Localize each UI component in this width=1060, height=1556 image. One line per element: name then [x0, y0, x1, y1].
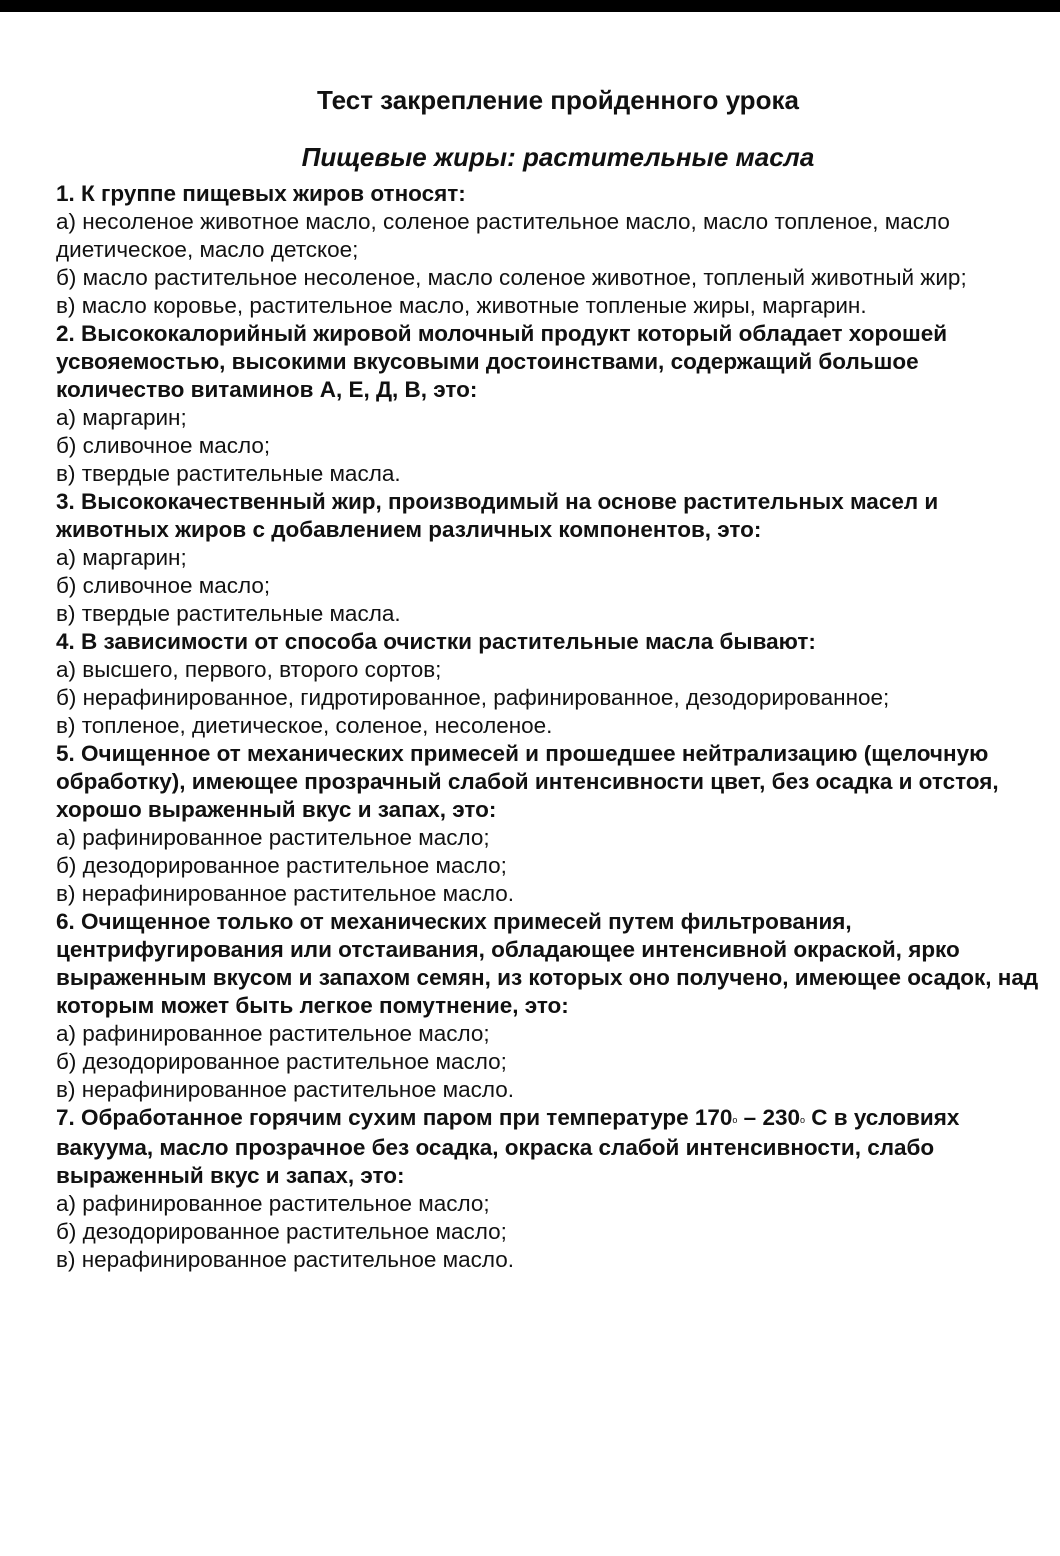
document-title: Тест закрепление пройденного урока: [317, 85, 799, 115]
question-text: 6. Очищенное только от механических примесей путем фильтрования, центрифугирования или отстаивания, обладающее интенсивной окраской, ярко выраженным вкусом и запахом семян, из которых оно получено, имеющее осадок, над которым может быть легкое помутнение, это:: [56, 909, 1039, 1018]
answer-option: в) нерафинированное растительное масло.: [56, 881, 515, 906]
question-2: [56, 320, 1046, 488]
document-page: [56, 82, 1046, 1274]
question-text: 1. К группе пищевых жиров относят:: [56, 181, 466, 206]
answer-option: в) топленое, диетическое, соленое, несоленое.: [56, 713, 553, 738]
top-dark-bar: [0, 0, 1060, 12]
answer-option: а) маргарин;: [56, 405, 187, 430]
question-text: 4. В зависимости от способа очистки растительные масла бывают:: [56, 629, 816, 654]
question-text: 3. Высококачественный жир, производимый на основе растительных масел и животных жиров с добавлением различных компонентов, это:: [56, 489, 939, 542]
answer-option: б) нерафинированное, гидротированное, рафинированное, дезодорированное;: [56, 685, 890, 710]
answer-option: а) несоленое животное масло, соленое растительное масло, масло топленое, масло диетическое, масло детское;: [56, 209, 950, 262]
question-list: [56, 180, 1046, 1274]
question-7: [56, 1104, 1046, 1274]
question-6: [56, 908, 1046, 1104]
question-5: [56, 740, 1046, 908]
answer-option: а) рафинированное растительное масло;: [56, 1191, 490, 1216]
answer-option: б) дезодорированное растительное масло;: [56, 1219, 507, 1244]
question-text: 2. Высококалорийный жировой молочный продукт который обладает хорошей усвояемостью, высокими вкусовыми достоинствами, содержащий большое количество витаминов А, Е, Д, В, это:: [56, 321, 948, 402]
question-text-part: – 230: [737, 1105, 800, 1130]
answer-option: а) маргарин;: [56, 545, 187, 570]
answer-option: б) дезодорированное растительное масло;: [56, 1049, 507, 1074]
question-text-part: С в условиях вакуума, масло прозрачное без осадка, окраска слабой интенсивности, слабо выраженный вкус и запах, это:: [56, 1105, 960, 1188]
question-1: [56, 180, 1046, 320]
answer-option: б) сливочное масло;: [56, 573, 271, 598]
question-4: [56, 628, 1046, 740]
answer-option: в) нерафинированное растительное масло.: [56, 1247, 515, 1272]
question-text: [56, 1104, 1046, 1190]
answer-option: в) твердые растительные масла.: [56, 461, 401, 486]
answer-option: в) твердые растительные масла.: [56, 601, 401, 626]
answer-option: б) дезодорированное растительное масло;: [56, 853, 507, 878]
degree-sign: о: [799, 1115, 805, 1125]
question-text: 5. Очищенное от механических примесей и прошедшее нейтрализацию (щелочную обработку), имеющее прозрачный слабой интенсивности цвет, без осадка и отстоя, хорошо выраженный вкус и запах, это:: [56, 741, 999, 822]
answer-option: в) нерафинированное растительное масло.: [56, 1077, 515, 1102]
degree-sign: о: [732, 1115, 738, 1125]
question-3: [56, 488, 1046, 628]
answer-option: б) масло растительное несоленое, масло соленое животное, топленый животный жир;: [56, 265, 967, 290]
answer-option: а) высшего, первого, второго сортов;: [56, 657, 442, 682]
answer-option: а) рафинированное растительное масло;: [56, 1021, 490, 1046]
question-text-part: 7. Обработанное горячим сухим паром при температуре 170: [56, 1105, 733, 1130]
document-subtitle: Пищевые жиры: растительные масла: [301, 142, 815, 172]
answer-option: б) сливочное масло;: [56, 433, 271, 458]
answer-option: в) масло коровье, растительное масло, животные топленые жиры, маргарин.: [56, 293, 867, 318]
answer-option: а) рафинированное растительное масло;: [56, 825, 490, 850]
